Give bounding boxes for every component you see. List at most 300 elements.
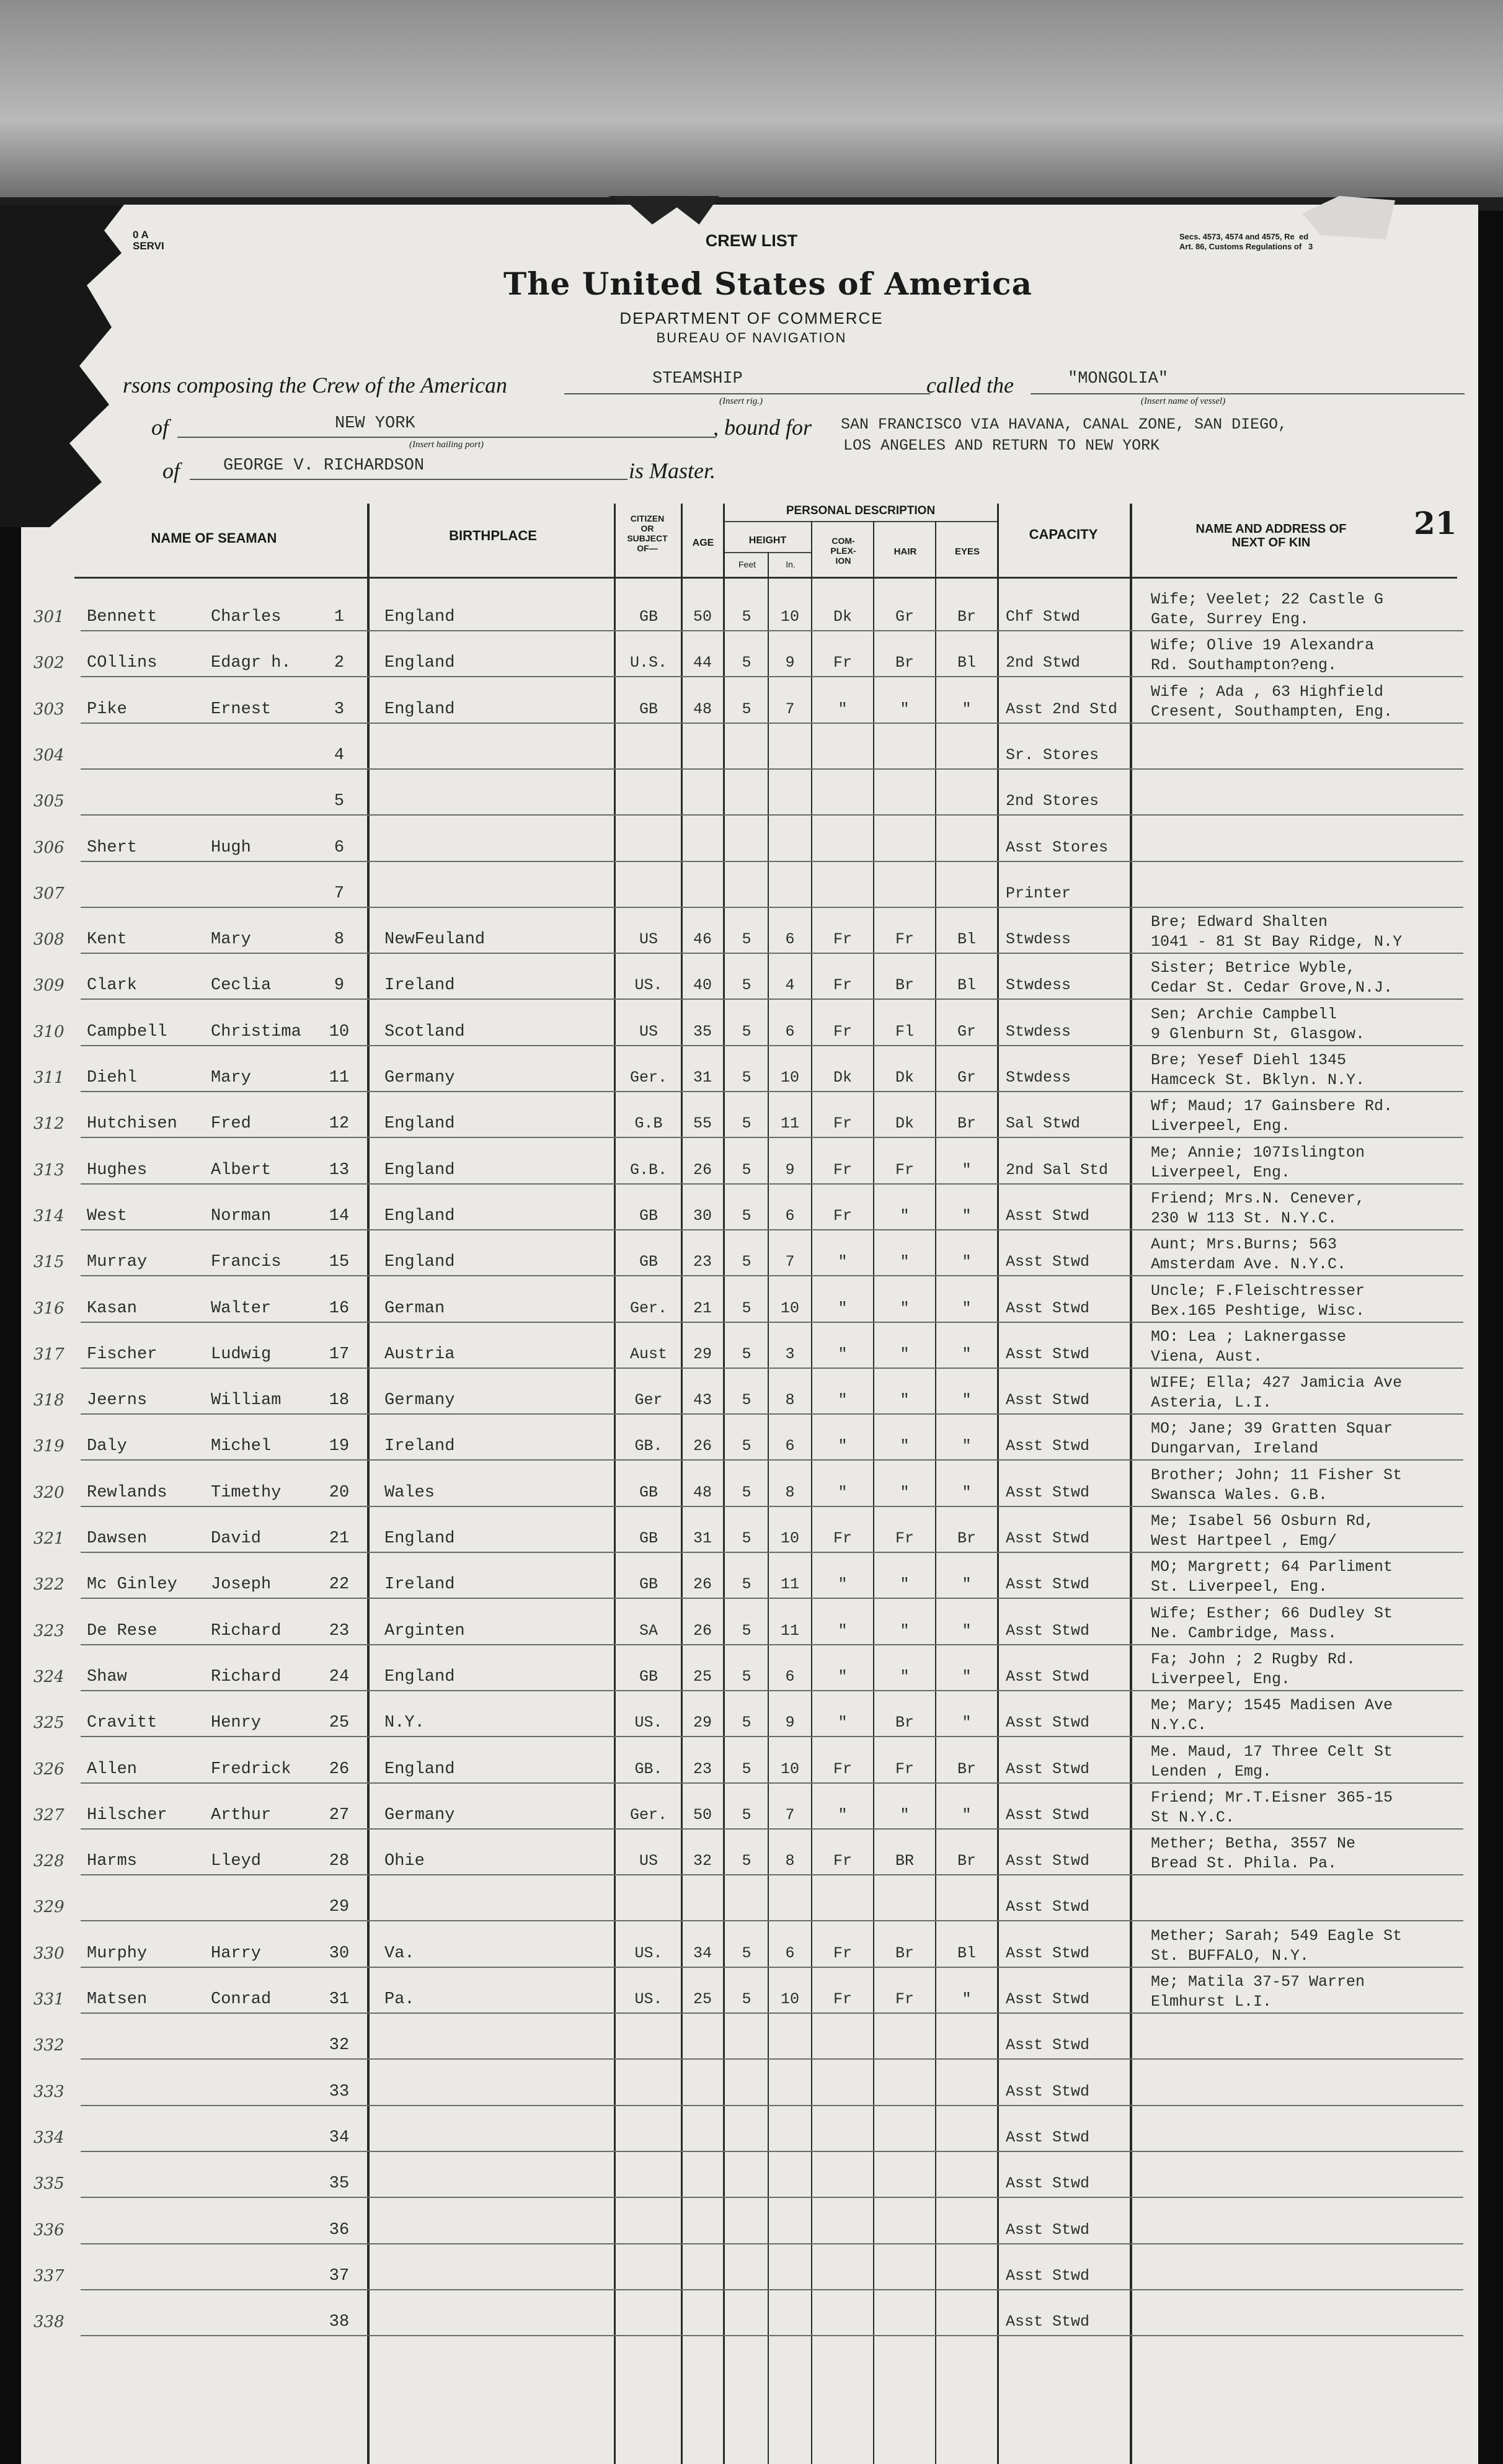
seaman-number: 13 [329, 1161, 350, 1180]
complexion: " [838, 1345, 848, 1363]
port-hint: (Insert hailing port) [409, 440, 484, 450]
header-eyes: EYES [954, 546, 980, 557]
next-of-kin-line-1: Wife ; Ada , 63 Highfield [1151, 683, 1384, 701]
seaman-number: 4 [334, 746, 345, 765]
row-ref-number: 335 [33, 2174, 64, 2193]
capacity: Stwdess [1006, 930, 1071, 948]
row-rule [81, 1874, 1463, 1875]
height-feet: 5 [742, 1806, 752, 1824]
complexion: " [838, 1714, 848, 1732]
next-of-kin-line-1: Me; Matila 37-57 Warren [1151, 1973, 1365, 1991]
seaman-given-name: Norman [211, 1207, 272, 1225]
row-ref-number: 303 [33, 700, 64, 719]
capacity: Asst Stwd [1006, 2313, 1090, 2331]
seaman-number: 8 [334, 930, 345, 949]
citizenship: Ger. [629, 1299, 667, 1317]
seaman-number: 28 [329, 1852, 350, 1870]
seaman-given-name: Arthur [211, 1806, 272, 1825]
capacity: Stwdess [1006, 976, 1071, 994]
row-ref-number: 315 [33, 1253, 64, 1271]
next-of-kin-line-1: Bre; Edward Shalten [1151, 913, 1328, 931]
hair: Fr [895, 1529, 914, 1547]
height-feet: 5 [742, 700, 752, 718]
height-inches: 8 [785, 1391, 795, 1409]
age: 25 [693, 1990, 712, 2008]
department-name: DEPARTMENT OF COMMERCE [619, 309, 884, 327]
complexion: Dk [833, 608, 852, 626]
next-of-kin-line-1: MO; Jane; 39 Gratten Squar [1151, 1420, 1393, 1438]
complexion: " [838, 1253, 848, 1271]
col-line-kin [1130, 504, 1132, 2464]
header-personal: PERSONAL DESCRIPTION [786, 504, 936, 517]
age: 23 [693, 1760, 712, 1778]
seaman-given-name: Christima [211, 1023, 301, 1041]
age: 26 [693, 1622, 712, 1640]
height-inches: 8 [785, 1483, 795, 1501]
birthplace: Va. [384, 1944, 415, 1963]
height-feet: 5 [742, 608, 752, 626]
age: 26 [693, 1437, 712, 1455]
row-ref-number: 312 [33, 1114, 64, 1133]
age: 32 [693, 1852, 712, 1870]
seaman-given-name: David [211, 1529, 262, 1548]
height-inches: 6 [785, 1437, 795, 1455]
capacity: Asst Stwd [1006, 1806, 1090, 1824]
row-ref-number: 321 [33, 1529, 64, 1548]
row-rule [81, 1967, 1463, 1968]
next-of-kin-line-2: 1041 - 81 St Bay Ridge, N.Y [1151, 933, 1403, 951]
row-ref-number: 317 [33, 1345, 64, 1364]
row-rule [81, 1736, 1463, 1737]
height-feet: 5 [742, 1207, 752, 1225]
seaman-given-name: Albert [211, 1161, 272, 1180]
age: 40 [693, 976, 712, 994]
row-ref-number: 324 [33, 1668, 64, 1686]
next-of-kin-line-2: 9 Glenburn St, Glasgow. [1151, 1025, 1365, 1043]
capacity: Asst Stwd [1006, 1714, 1090, 1732]
hair: " [900, 700, 910, 718]
col-line-capacity [997, 504, 999, 2464]
citizenship: US [639, 930, 658, 948]
next-of-kin-line-2: Swansca Wales. G.B. [1151, 1486, 1328, 1504]
header-citizen: CITIZEN OR SUBJECT OF— [627, 514, 668, 553]
height-feet: 5 [742, 1944, 752, 1962]
height-inches: 11 [780, 1575, 799, 1593]
complexion: Fr [833, 1944, 852, 1962]
capacity: Asst Stwd [1006, 1207, 1090, 1225]
eyes: " [962, 1253, 972, 1271]
hair: Dk [895, 1114, 914, 1132]
complexion: " [838, 1391, 848, 1409]
next-of-kin-line-1: Me; Annie; 107Islington [1151, 1144, 1365, 1162]
row-rule [81, 1920, 1463, 1921]
seaman-number: 21 [329, 1529, 350, 1548]
next-of-kin-line-2: Amsterdam Ave. N.Y.C. [1151, 1255, 1347, 1273]
scan-background [0, 0, 1503, 202]
master-of-label: of [162, 458, 180, 483]
seaman-number: 32 [329, 2036, 350, 2055]
hair: Br [895, 976, 914, 994]
age: 21 [693, 1299, 712, 1317]
seaman-number: 1 [334, 608, 345, 626]
seaman-number: 37 [329, 2267, 350, 2285]
rig-hint: (Insert rig.) [719, 396, 763, 406]
eyes: " [962, 1345, 972, 1363]
seaman-number: 23 [329, 1622, 350, 1640]
age: 50 [693, 608, 712, 626]
next-of-kin-line-2: Asteria, L.I. [1151, 1394, 1272, 1412]
birthplace: Scotland [384, 1023, 465, 1041]
next-of-kin-line-1: Fa; John ; 2 Rugby Rd. [1151, 1650, 1356, 1668]
age: 26 [693, 1575, 712, 1593]
next-of-kin-line-1: MO; Margrett; 64 Parliment [1151, 1558, 1393, 1576]
height-inches: 4 [785, 976, 795, 994]
next-of-kin-line-2: St N.Y.C. [1151, 1808, 1235, 1826]
seaman-number: 19 [329, 1437, 350, 1456]
seaman-number: 27 [329, 1806, 350, 1825]
height-feet: 5 [742, 1529, 752, 1547]
eyes: " [962, 1299, 972, 1317]
row-rule [81, 2243, 1463, 2244]
birthplace: England [384, 1114, 455, 1133]
seaman-given-name: Ludwig [211, 1345, 272, 1364]
eyes: " [962, 1483, 972, 1501]
header-birthplace: BIRTHPLACE [449, 528, 537, 543]
birthplace: England [384, 1207, 455, 1225]
seaman-number: 5 [334, 792, 345, 811]
header-height: HEIGHT [748, 535, 787, 546]
citizenship: G.B [634, 1114, 663, 1132]
next-of-kin-line-1: Wife; Olive 19 Alexandra [1151, 636, 1375, 654]
port-line [177, 437, 714, 438]
age: 43 [693, 1391, 712, 1409]
next-of-kin-line-1: Wife; Esther; 66 Dudley St [1151, 1604, 1393, 1622]
next-of-kin-line-2: West Hartpeel , Emg/ [1151, 1532, 1337, 1550]
height-feet: 5 [742, 1714, 752, 1732]
row-rule [81, 1275, 1463, 1276]
eyes: " [962, 1622, 972, 1640]
next-of-kin-line-1: Wf; Maud; 17 Gainsbere Rd. [1151, 1097, 1393, 1115]
citizenship: US [639, 1852, 658, 1870]
age: 50 [693, 1806, 712, 1824]
seaman-surname: Kasan [87, 1299, 138, 1318]
height-inches: 7 [785, 1806, 795, 1824]
height-feet: 5 [742, 1069, 752, 1087]
height-feet: 5 [742, 1253, 752, 1271]
age: 46 [693, 930, 712, 948]
citizenship: GB [639, 1529, 658, 1547]
capacity: Asst Stwd [1006, 1944, 1090, 1962]
height-inches: 6 [785, 1207, 795, 1225]
seaman-given-name: William [211, 1391, 282, 1410]
master-line [190, 479, 627, 480]
seaman-surname: Hughes [87, 1161, 148, 1180]
next-of-kin-line-2: Bread St. Phila. Pa. [1151, 1854, 1337, 1872]
height-inches: 9 [785, 1714, 795, 1732]
age: 26 [693, 1161, 712, 1179]
height-inches: 10 [780, 608, 799, 626]
rig-line [564, 393, 930, 394]
row-rule [81, 1137, 1463, 1138]
birthplace: England [384, 700, 455, 719]
citizenship: US [639, 1023, 658, 1041]
seaman-given-name: Ceclia [211, 976, 272, 995]
next-of-kin-line-1: MO: Lea ; Laknergasse [1151, 1328, 1347, 1346]
next-of-kin-line-1: Uncle; F.Fleischtresser [1151, 1282, 1365, 1300]
capacity: Asst Stwd [1006, 1852, 1090, 1870]
eyes: Bl [957, 1944, 976, 1962]
next-of-kin-line-2: Liverpeel, Eng. [1151, 1670, 1291, 1688]
citizenship: SA [639, 1622, 658, 1640]
next-of-kin-line-1: Sister; Betrice Wyble, [1151, 959, 1356, 977]
row-rule [81, 1045, 1463, 1046]
row-rule [81, 768, 1463, 770]
nation-title: The United States of America [503, 265, 1033, 302]
capacity: Stwdess [1006, 1069, 1071, 1087]
seaman-surname: Rewlands [87, 1483, 167, 1502]
height-inches: 8 [785, 1852, 795, 1870]
row-ref-number: 333 [33, 2083, 64, 2101]
height-inches: 10 [780, 1529, 799, 1547]
hair: Br [895, 1944, 914, 1962]
next-of-kin-line-2: Elmhurst L.I. [1151, 1993, 1272, 2011]
eyes: Br [957, 1529, 976, 1547]
next-of-kin-line-1: Me; Mary; 1545 Madisen Ave [1151, 1696, 1393, 1714]
birthplace: Wales [384, 1483, 435, 1502]
capacity: Asst Stwd [1006, 2174, 1090, 2192]
rig-type: STEAMSHIP [652, 370, 743, 388]
birthplace: Germany [384, 1806, 455, 1825]
hailing-port: NEW YORK [335, 414, 415, 433]
citizenship: Ger [634, 1391, 663, 1409]
row-ref-number: 332 [33, 2036, 64, 2055]
next-of-kin-line-2: Ne. Cambridge, Mass. [1151, 1624, 1337, 1642]
seaman-number: 33 [329, 2083, 350, 2101]
capacity: Asst Stwd [1006, 1668, 1090, 1686]
hair: " [900, 1806, 910, 1824]
hair: " [900, 1207, 910, 1225]
citizenship: GB [639, 1253, 658, 1271]
eyes: " [962, 1437, 972, 1455]
citizenship: G.B. [629, 1161, 667, 1179]
seaman-surname: Kent [87, 930, 127, 949]
form-number: 0 A SERVI [133, 229, 164, 252]
seaman-number: 20 [329, 1483, 350, 1502]
next-of-kin-line-2: Rd. Southampton?eng. [1151, 656, 1337, 674]
capacity: Asst Stwd [1006, 1622, 1090, 1640]
birthplace: England [384, 654, 455, 672]
complexion: Dk [833, 1069, 852, 1087]
seaman-number: 14 [329, 1207, 350, 1225]
seaman-given-name: Joseph [211, 1575, 272, 1594]
seaman-given-name: Lleyd [211, 1852, 262, 1870]
eyes: " [962, 1207, 972, 1225]
header-age: AGE [692, 538, 714, 548]
seaman-number: 6 [334, 838, 345, 857]
height-feet: 5 [742, 1391, 752, 1409]
next-of-kin-line-1: WIFE; Ella; 427 Jamicia Ave [1151, 1374, 1403, 1392]
citizenship: GB [639, 608, 658, 626]
capacity: 2nd Stwd [1006, 654, 1081, 672]
citizenship: US. [634, 976, 663, 994]
complexion: " [838, 1806, 848, 1824]
header-feet: Feet [738, 559, 756, 569]
row-ref-number: 326 [33, 1760, 64, 1779]
row-rule [81, 1183, 1463, 1185]
complexion: Fr [833, 1161, 852, 1179]
seaman-number: 10 [329, 1023, 350, 1041]
birthplace: England [384, 608, 455, 626]
next-of-kin-line-1: Me; Isabel 56 Osburn Rd, [1151, 1512, 1375, 1530]
next-of-kin-line-2: St. Liverpeel, Eng. [1151, 1578, 1328, 1596]
seaman-given-name: Henry [211, 1714, 262, 1732]
seaman-number: 26 [329, 1760, 350, 1779]
row-ref-number: 308 [33, 930, 64, 949]
row-rule [81, 1459, 1463, 1461]
eyes: " [962, 1714, 972, 1732]
seaman-number: 18 [329, 1391, 350, 1410]
birthplace: England [384, 1668, 455, 1686]
row-rule [81, 1229, 1463, 1230]
complexion: Fr [833, 1760, 852, 1778]
height-inches: 6 [785, 1023, 795, 1041]
row-rule [81, 1598, 1463, 1599]
rule-personal [724, 521, 998, 522]
seaman-given-name: Hugh [211, 838, 251, 857]
complexion: Fr [833, 976, 852, 994]
citizenship: Ger. [629, 1069, 667, 1087]
height-inches: 7 [785, 1253, 795, 1271]
hair: " [900, 1622, 910, 1640]
birthplace: Arginten [384, 1622, 465, 1640]
age: 48 [693, 1483, 712, 1501]
hair: Fr [895, 1760, 914, 1778]
seaman-given-name: Edagr h. [211, 654, 291, 672]
next-of-kin-line-2: N.Y.C. [1151, 1716, 1207, 1734]
height-feet: 5 [742, 1345, 752, 1363]
next-of-kin-line-1: Friend; Mr.T.Eisner 365-15 [1151, 1789, 1393, 1807]
citizenship: GB [639, 1207, 658, 1225]
age: 31 [693, 1069, 712, 1087]
age: 44 [693, 654, 712, 672]
row-ref-number: 322 [33, 1575, 64, 1594]
seaman-number: 35 [329, 2174, 350, 2193]
capacity: Asst Stores [1006, 838, 1109, 856]
capacity: Asst Stwd [1006, 1898, 1090, 1916]
hair: Fr [895, 930, 914, 948]
hair: BR [895, 1852, 914, 1870]
seaman-surname: Bennett [87, 608, 157, 626]
seaman-surname: Daly [87, 1437, 127, 1456]
seaman-number: 12 [329, 1114, 350, 1133]
row-ref-number: 307 [33, 884, 64, 903]
seaman-surname: Clark [87, 976, 138, 995]
birthplace: Ireland [384, 1437, 455, 1456]
seaman-surname: COllins [87, 654, 157, 672]
capacity: Sal Stwd [1006, 1114, 1081, 1132]
eyes: Br [957, 1852, 976, 1870]
row-rule [81, 2289, 1463, 2290]
row-rule [81, 998, 1463, 1000]
next-of-kin-line-1: Mether; Sarah; 549 Eagle St [1151, 1927, 1403, 1945]
capacity: Asst Stwd [1006, 2036, 1090, 2054]
citizenship: US. [634, 1714, 663, 1732]
seaman-given-name: Richard [211, 1622, 282, 1640]
seaman-surname: West [87, 1207, 127, 1225]
hair: Br [895, 1714, 914, 1732]
height-feet: 5 [742, 1483, 752, 1501]
row-ref-number: 328 [33, 1852, 64, 1870]
vessel-hint: (Insert name of vessel) [1141, 396, 1226, 406]
row-rule [81, 907, 1463, 908]
seaman-number: 31 [329, 1990, 350, 2009]
row-rule [81, 1413, 1463, 1415]
height-inches: 6 [785, 930, 795, 948]
citizenship: GB [639, 1575, 658, 1593]
height-inches: 7 [785, 700, 795, 718]
birthplace: NewFeuland [384, 930, 485, 949]
row-ref-number: 336 [33, 2221, 64, 2239]
complexion: " [838, 1622, 848, 1640]
seaman-number: 7 [334, 884, 345, 903]
next-of-kin-line-2: Hamceck St. Bklyn. N.Y. [1151, 1071, 1365, 1089]
capacity: Asst Stwd [1006, 2128, 1090, 2146]
seaman-number: 34 [329, 2128, 350, 2147]
hair: Dk [895, 1069, 914, 1087]
complexion: Fr [833, 1990, 852, 2008]
capacity: Stwdess [1006, 1023, 1071, 1041]
seaman-number: 36 [329, 2221, 350, 2239]
hair: " [900, 1253, 910, 1271]
master-label: is Master. [629, 458, 716, 483]
rule-header-bottom [74, 577, 1457, 579]
age: 29 [693, 1714, 712, 1732]
row-rule [81, 861, 1463, 862]
form-title: CREW LIST [705, 231, 798, 250]
next-of-kin-line-1: Aunt; Mrs.Burns; 563 [1151, 1235, 1337, 1253]
birthplace: Ohie [384, 1852, 425, 1870]
row-rule [81, 1782, 1463, 1784]
birthplace: N.Y. [384, 1714, 425, 1732]
seaman-surname: Campbell [87, 1023, 167, 1041]
next-of-kin-line-2: Gate, Surrey Eng. [1151, 610, 1310, 628]
hair: " [900, 1668, 910, 1686]
seaman-number: 16 [329, 1299, 350, 1318]
birthplace: Ireland [384, 976, 455, 995]
height-feet: 5 [742, 654, 752, 672]
row-rule [81, 2335, 1463, 2336]
eyes: Gr [957, 1023, 976, 1041]
height-feet: 5 [742, 1299, 752, 1317]
next-of-kin-line-2: 230 W 113 St. N.Y.C. [1151, 1209, 1337, 1227]
height-inches: 6 [785, 1668, 795, 1686]
row-ref-number: 319 [33, 1437, 64, 1456]
seaman-number: 15 [329, 1253, 350, 1271]
master-name: GEORGE V. RICHARDSON [223, 456, 425, 475]
height-feet: 5 [742, 1990, 752, 2008]
row-ref-number: 318 [33, 1391, 64, 1410]
statute-reference: Secs. 4573, 4574 and 4575, Re ed Art. 86, Customs Regulations of 3 [1179, 232, 1313, 251]
row-rule [81, 2151, 1463, 2152]
seaman-given-name: Walter [211, 1299, 272, 1318]
complexion: " [838, 1437, 848, 1455]
seaman-given-name: Mary [211, 1069, 251, 1087]
age: 25 [693, 1668, 712, 1686]
row-ref-number: 306 [33, 838, 64, 857]
complexion: Fr [833, 1852, 852, 1870]
height-inches: 10 [780, 1299, 799, 1317]
row-ref-number: 309 [33, 976, 64, 995]
